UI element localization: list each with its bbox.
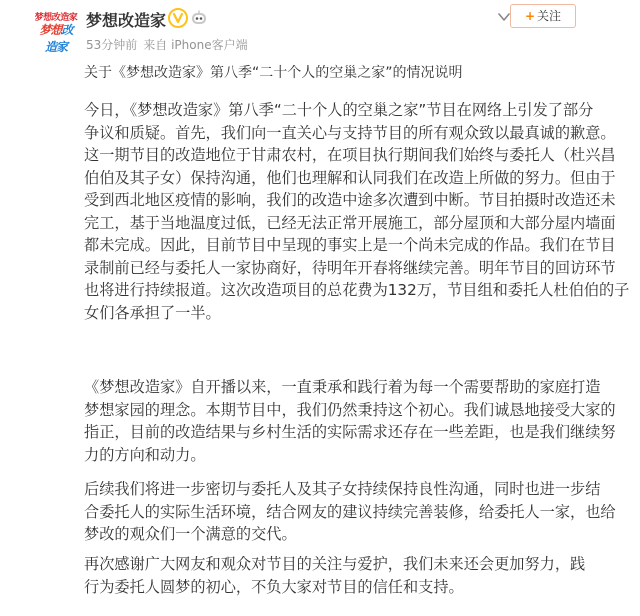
plus-icon: + bbox=[524, 9, 536, 23]
paragraph-line: 梦改的观众们一个满意的交代。 bbox=[84, 525, 297, 543]
paragraph-line: 今日，《梦想改造家》第八季“二十个人的空巢之家”节目在网络上引发了部分 bbox=[84, 101, 594, 119]
paragraph-1 bbox=[84, 99, 630, 324]
verified-badge-icon bbox=[168, 8, 188, 28]
follow-button[interactable] bbox=[510, 4, 576, 28]
post-source: 来自 iPhone客户端 bbox=[143, 38, 248, 52]
paragraph-line: 行为委托人圆梦的初心，不负大家对节目的信任和支持。 bbox=[84, 577, 464, 596]
post-time[interactable]: 53分钟前 bbox=[86, 38, 138, 52]
paragraph-line: 完工，基于当地温度过低，已经无法正常开展施工，部分屋顶和大部分屋内墙面 bbox=[84, 213, 616, 232]
avatar-logo-bottom-left: 梦想 bbox=[39, 23, 62, 37]
post-header bbox=[0, 0, 640, 58]
avatar-logo-top: 梦想改造家 bbox=[34, 13, 78, 23]
paragraph-line: 梦想家园的理念。本期节目中，我们仍然秉持这个初心。我们诚恳地接受大家的 bbox=[84, 400, 616, 419]
account-name[interactable]: 梦想改造家 bbox=[86, 11, 167, 30]
post-meta bbox=[86, 36, 248, 53]
paragraph-line: 《梦想改造家》自开播以来，一直秉承和践行着为每一个需要帮助的家庭打造 bbox=[84, 378, 601, 396]
paragraph-line: 指正，目前的改造结果与乡村生活的实际需求还存在一些差距，也是我们继续努 bbox=[84, 423, 616, 441]
paragraph-3 bbox=[84, 478, 616, 546]
paragraph-line: 这一期节目的改造地位于甘肃农村，在项目执行期间我们始终与委托人（杜兴昌 bbox=[84, 146, 616, 164]
paragraph-line: 力的方向和动力。 bbox=[84, 445, 206, 464]
avatar-logo-bottom bbox=[34, 21, 78, 55]
paragraph-line: 合委托人的实际生活环境，结合网友的建议持续完善装修，给委托人一家，也给 bbox=[84, 502, 616, 521]
paragraph-line: 争议和质疑。首先，我们向一直关心与支持节目的所有观众致以最真诚的歉意。 bbox=[84, 123, 616, 142]
paragraph-line: 再次感谢广大网友和观众对节目的关注与爱护，我们未来还会更加努力，践 bbox=[84, 555, 586, 573]
paragraph-line: 都未完成。因此，目前节目中呈现的事实上是一个尚未完成的作品。我们在节目 bbox=[84, 236, 616, 254]
follow-label: 关注 bbox=[537, 9, 562, 23]
robot-face-icon bbox=[190, 9, 208, 27]
paragraph-line: 后续我们将进一步密切与委托人及其子女持续保持良性沟通，同时也进一步结 bbox=[84, 480, 601, 498]
paragraph-line: 录制前已经与委托人一家协商好，待明年开春将继续完善。明年节目的回访环节 bbox=[84, 258, 616, 277]
paragraph-line: 也将进行持续报道。这次改造项目的总花费为132万，节目组和委托人杜伯伯的子 bbox=[84, 281, 630, 299]
paragraph-line: 女们各承担了一半。 bbox=[84, 303, 221, 322]
paragraph-line: 受到西北地区疫情的影响，我们的改造中途多次遭到中断。节目拍摄时改造还未 bbox=[84, 191, 616, 209]
paragraph-line: 伯伯及其子女）保持沟通，他们也理解和认同我们在改造上所做的努力。但由于 bbox=[84, 168, 616, 187]
paragraph-2 bbox=[84, 376, 616, 466]
post-title: 关于《梦想改造家》第八季“二十个人的空巢之家”的情况说明 bbox=[84, 65, 463, 81]
avatar-logo-bottom-right: 改造家 bbox=[44, 23, 73, 54]
avatar[interactable] bbox=[34, 10, 78, 54]
paragraph-4 bbox=[84, 553, 604, 598]
